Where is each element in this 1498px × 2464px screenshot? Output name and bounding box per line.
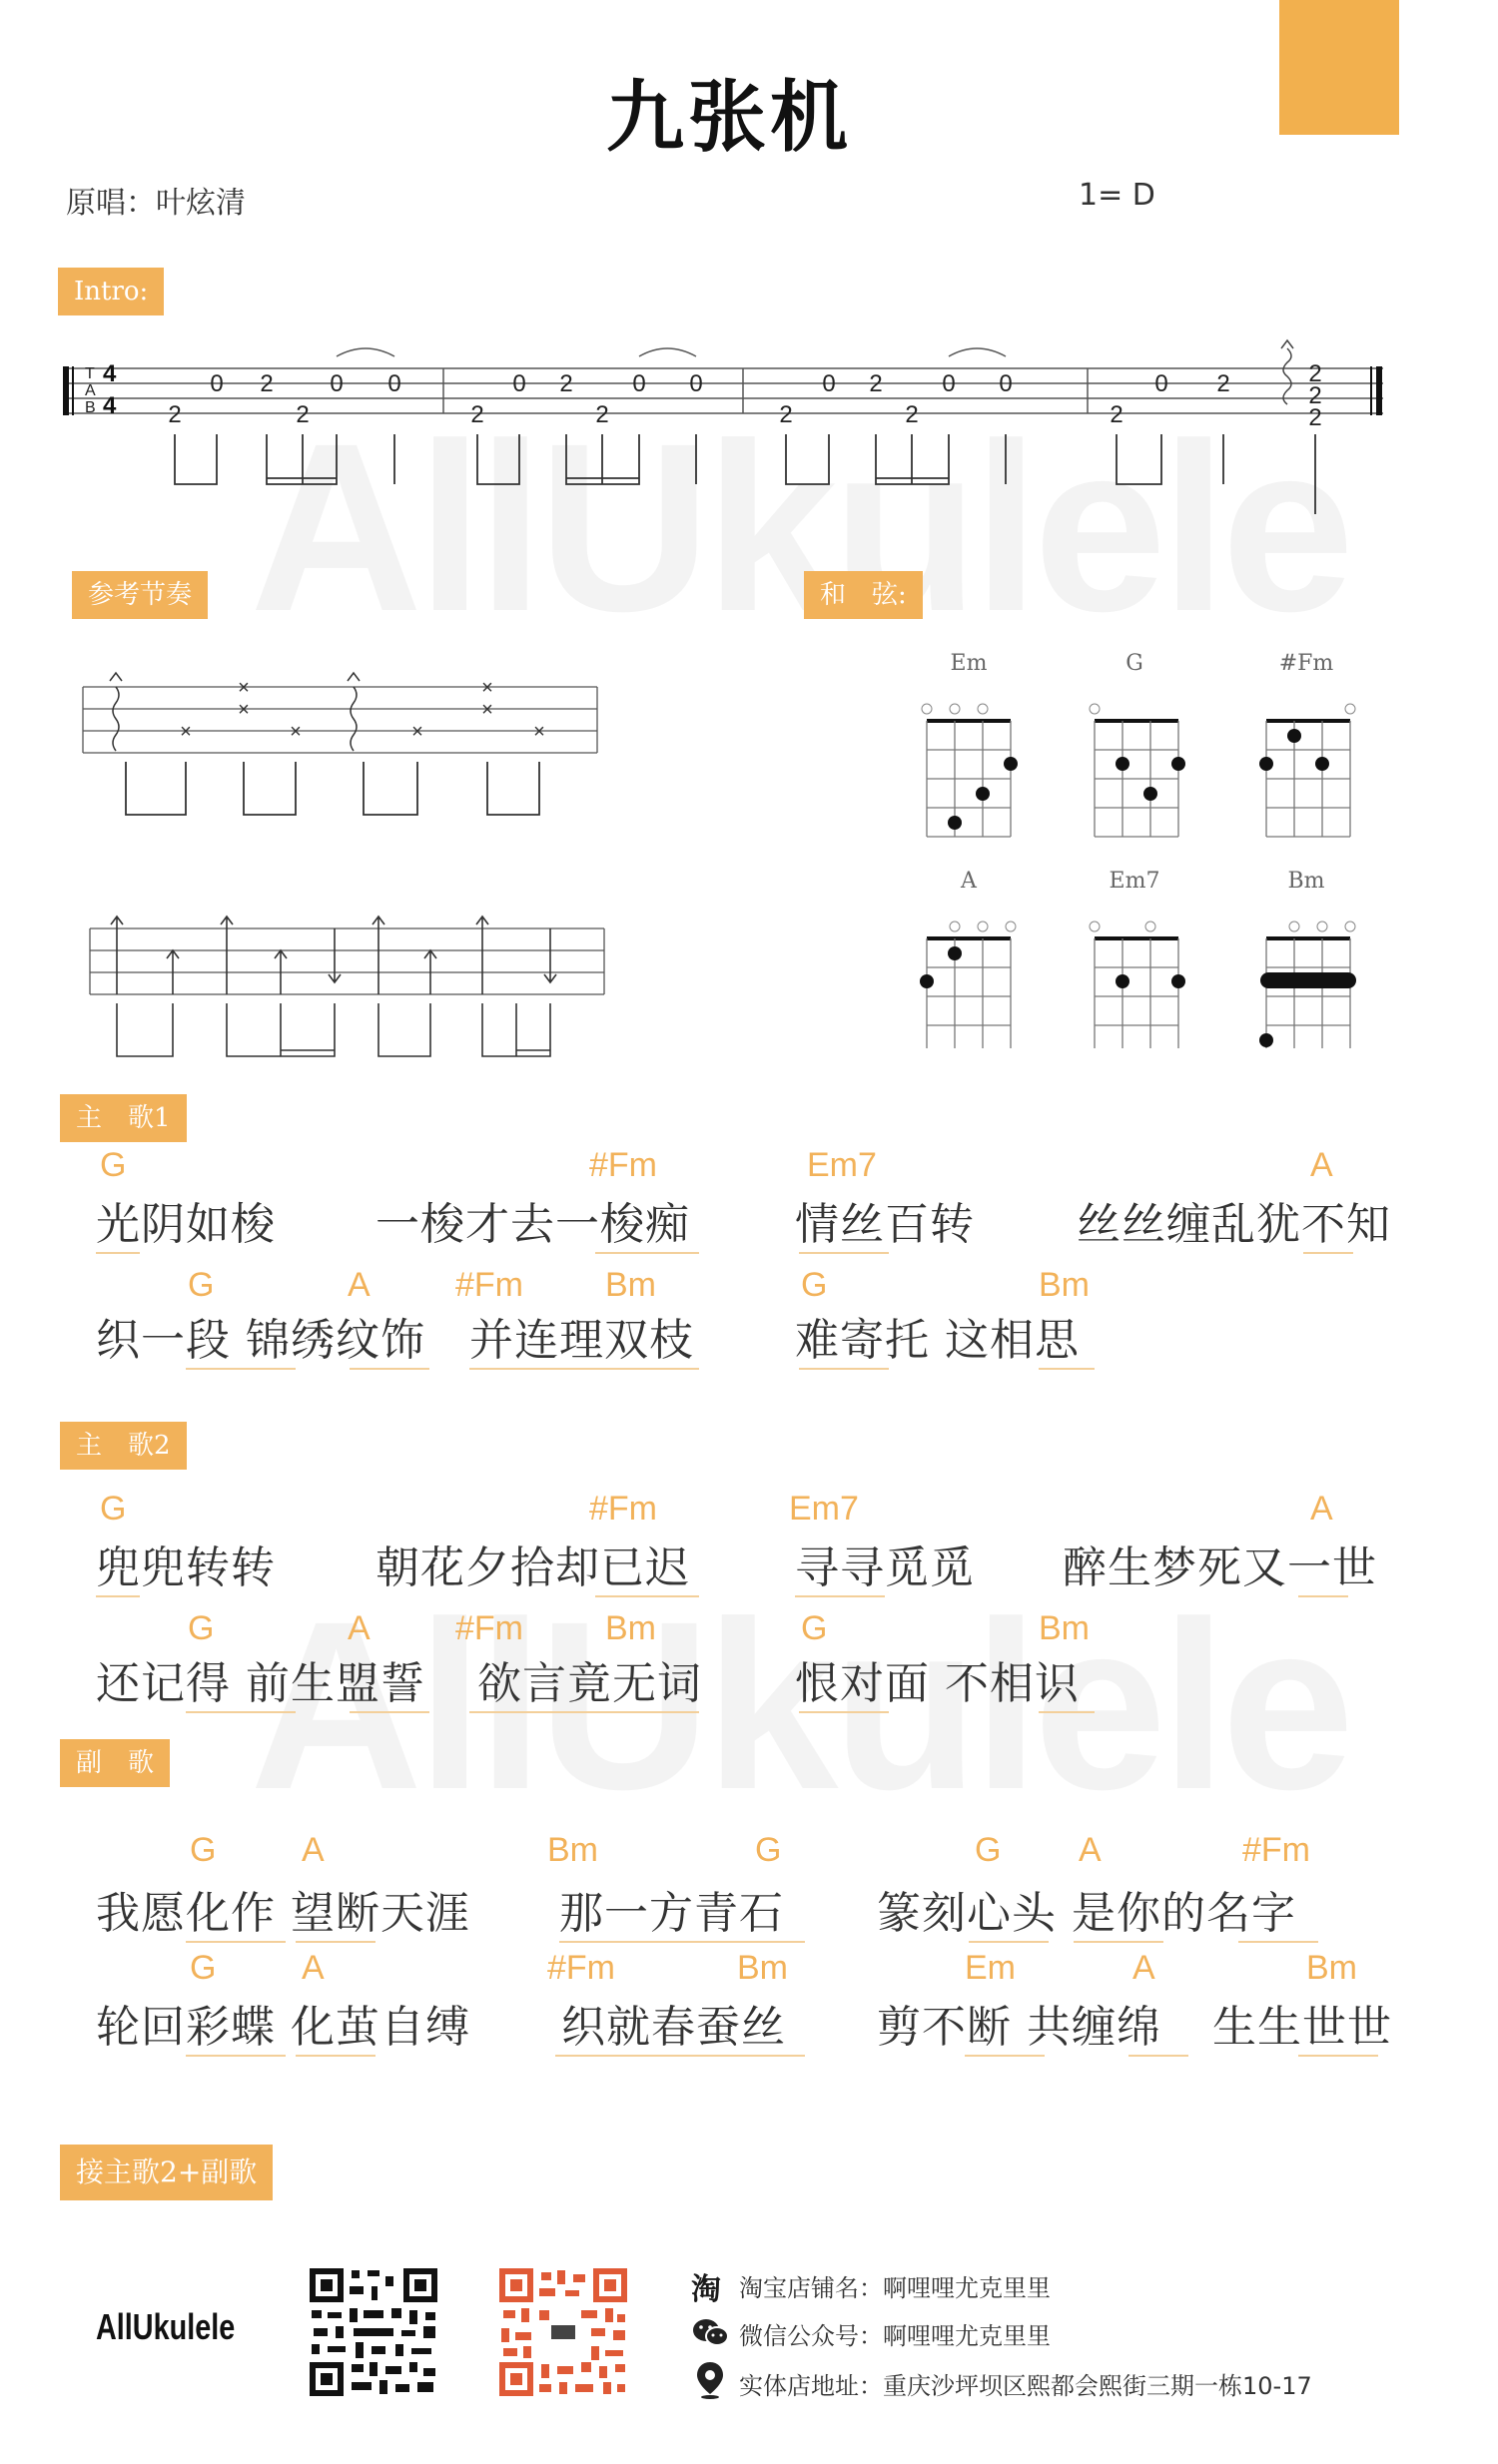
- location-pin-icon: [695, 2360, 725, 2400]
- chord-symbol: Bm: [605, 1266, 656, 1304]
- chord-name: Bm: [1287, 869, 1325, 894]
- svg-text:×: ×: [290, 721, 302, 743]
- lyric-segment: 寻寻觅觅: [795, 1542, 975, 1593]
- chord-diagrams: [899, 689, 1398, 1048]
- tab-note: 2: [260, 370, 274, 397]
- chord-name: G: [1125, 651, 1143, 676]
- qr-code-image: [306, 2264, 441, 2400]
- verse2-tag: 主 歌2: [60, 1422, 187, 1470]
- tab-note: 2: [470, 401, 484, 428]
- svg-text:×: ×: [533, 721, 545, 743]
- lyric-segment: 丝丝缠乱犹不知: [1077, 1199, 1391, 1250]
- lyric-segment: 并连理双枝: [469, 1315, 694, 1366]
- tab-note: 2: [905, 401, 919, 428]
- chord-symbol: A: [1310, 1146, 1333, 1184]
- rhythm-pattern-2: [85, 909, 614, 1068]
- tab-note: 2: [1308, 404, 1322, 431]
- chord-symbol: #Fm: [589, 1146, 657, 1184]
- intro-tab-staff: [55, 334, 1403, 514]
- tab-note: 0: [1154, 370, 1168, 397]
- time-sig-bottom: 4: [103, 392, 117, 419]
- chord-symbol: A: [1310, 1490, 1333, 1528]
- singer-label: 原唱：叶炫清: [66, 186, 246, 221]
- chord-symbol: Em: [965, 1949, 1016, 1987]
- chord-symbol: A: [302, 1831, 325, 1869]
- wechat-account-info: 微信公众号：啊哩哩尤克里里: [739, 2322, 1051, 2350]
- lyric-segment: 恨对面 不相识: [795, 1658, 1080, 1709]
- chord-symbol: G: [801, 1266, 828, 1304]
- lyric-segment: 篆刻心头 是你的名字: [877, 1888, 1296, 1939]
- svg-text:×: ×: [238, 677, 250, 699]
- tab-letter-b: B: [85, 399, 96, 416]
- tab-note: 2: [296, 401, 310, 428]
- tab-note: 2: [559, 370, 573, 397]
- chord-symbol: A: [1132, 1949, 1155, 1987]
- lyric-segment: 醉生梦死又一世: [1063, 1542, 1377, 1593]
- chord-symbol: G: [755, 1831, 782, 1869]
- lyric-segment: 欲言竟无词: [477, 1658, 702, 1709]
- chord-symbol: A: [348, 1266, 371, 1304]
- lyric-segment: 我愿化作 望断天涯: [96, 1888, 470, 1939]
- chord-symbol: A: [348, 1609, 371, 1647]
- tab-note: 2: [1216, 370, 1230, 397]
- svg-text:×: ×: [180, 721, 192, 743]
- tab-note: 0: [210, 370, 224, 397]
- qr-code-image: [495, 2264, 631, 2400]
- lyric-segment: 光阴如梭: [96, 1199, 276, 1250]
- song-title: 九张机: [605, 73, 852, 163]
- lyric-segment: 难寄托 这相思: [795, 1315, 1080, 1366]
- chord-symbol: Bm: [1039, 1609, 1090, 1647]
- chord-symbol: Bm: [1039, 1266, 1090, 1304]
- chord-name: A: [961, 869, 977, 894]
- chord-symbol: A: [302, 1949, 325, 1987]
- taobao-icon: 淘: [691, 2272, 721, 2307]
- chord-symbol: #Fm: [455, 1266, 523, 1304]
- chord-name: Em7: [1109, 869, 1160, 894]
- chord-symbol: Bm: [605, 1609, 656, 1647]
- tab-letter-a: A: [85, 382, 96, 399]
- rhythm-pattern-1: [78, 667, 607, 827]
- outro-tag: 接主歌2+副歌: [60, 2145, 273, 2200]
- lyric-segment: 情丝百转: [795, 1199, 975, 1250]
- chord-symbol: G: [801, 1609, 828, 1647]
- intro-tag: Intro:: [58, 268, 164, 315]
- tab-note: 0: [822, 370, 836, 397]
- chord-name: Em: [950, 651, 988, 676]
- chord-symbol: Em7: [807, 1146, 877, 1184]
- chord-symbol: G: [188, 1609, 215, 1647]
- tab-note: 0: [330, 370, 344, 397]
- chord-symbol: G: [100, 1146, 127, 1184]
- tab-note: 0: [942, 370, 956, 397]
- chord-symbol: #Fm: [547, 1949, 615, 1987]
- svg-text:×: ×: [481, 677, 493, 699]
- tab-note: 2: [595, 401, 609, 428]
- chord-symbol: A: [1079, 1831, 1102, 1869]
- chord-symbol: Bm: [737, 1949, 788, 1987]
- svg-text:×: ×: [481, 699, 493, 721]
- chord-symbol: Bm: [547, 1831, 598, 1869]
- chord-symbol: G: [188, 1266, 215, 1304]
- chord-symbol: #Fm: [589, 1490, 657, 1528]
- chord-symbol: Em7: [789, 1490, 859, 1528]
- tab-note: 0: [632, 370, 646, 397]
- tab-note: 2: [1308, 382, 1322, 409]
- lyric-segment: 织一段 锦绣纹饰: [96, 1315, 425, 1366]
- tab-note: 0: [512, 370, 526, 397]
- chord-symbol: G: [975, 1831, 1002, 1869]
- chord-symbol: G: [190, 1831, 217, 1869]
- taobao-shop-info: 淘宝店铺名：啊哩哩尤克里里: [739, 2274, 1051, 2302]
- tab-note: 0: [689, 370, 703, 397]
- brand-logo: AllUkulele: [96, 2306, 236, 2347]
- lyric-segment: 剪不断 共缠绵: [877, 2002, 1161, 2053]
- chord-symbol: #Fm: [1242, 1831, 1310, 1869]
- chord-name: #Fm: [1278, 651, 1334, 676]
- chord-symbol: G: [190, 1949, 217, 1987]
- tab-letter-t: T: [85, 365, 95, 382]
- svg-text:×: ×: [238, 699, 250, 721]
- chorus-tag: 副 歌: [60, 1739, 170, 1787]
- lyric-segment: 轮回彩蝶 化茧自缚: [96, 2002, 470, 2053]
- tab-note: 2: [168, 401, 182, 428]
- tab-note: 2: [779, 401, 793, 428]
- store-address: 实体店地址：重庆沙坪坝区熙都会熙街三期一栋10-17: [739, 2372, 1312, 2400]
- chord-symbol: Bm: [1306, 1949, 1357, 1987]
- tab-note: 2: [869, 370, 883, 397]
- key-label: 1= D: [1079, 178, 1155, 213]
- tab-note: 2: [1110, 401, 1124, 428]
- rhythm-tag: 参考节奏: [72, 571, 208, 619]
- lyric-segment: 朝花夕拾却已迟: [375, 1542, 690, 1593]
- time-sig-top: 4: [103, 360, 117, 387]
- svg-text:×: ×: [411, 721, 423, 743]
- chord-symbol: #Fm: [455, 1609, 523, 1647]
- lyric-segment: 一梭才去一梭痴: [375, 1199, 690, 1250]
- lyric-segment: 兜兜转转: [96, 1542, 276, 1593]
- tab-note: 2: [1308, 360, 1322, 387]
- wechat-icon: [691, 2316, 731, 2350]
- chords-tag: 和 弦:: [804, 571, 923, 619]
- tab-note: 0: [999, 370, 1013, 397]
- lyric-segment: 那一方青石: [559, 1888, 784, 1939]
- lyric-segment: 还记得 前生盟誓: [96, 1658, 425, 1709]
- chord-symbol: G: [100, 1490, 127, 1528]
- tab-note: 0: [387, 370, 401, 397]
- lyric-segment: 生生世世: [1212, 2002, 1392, 2053]
- verse1-tag: 主 歌1: [60, 1094, 187, 1142]
- lyric-segment: 织就春蚕丝: [561, 2002, 786, 2053]
